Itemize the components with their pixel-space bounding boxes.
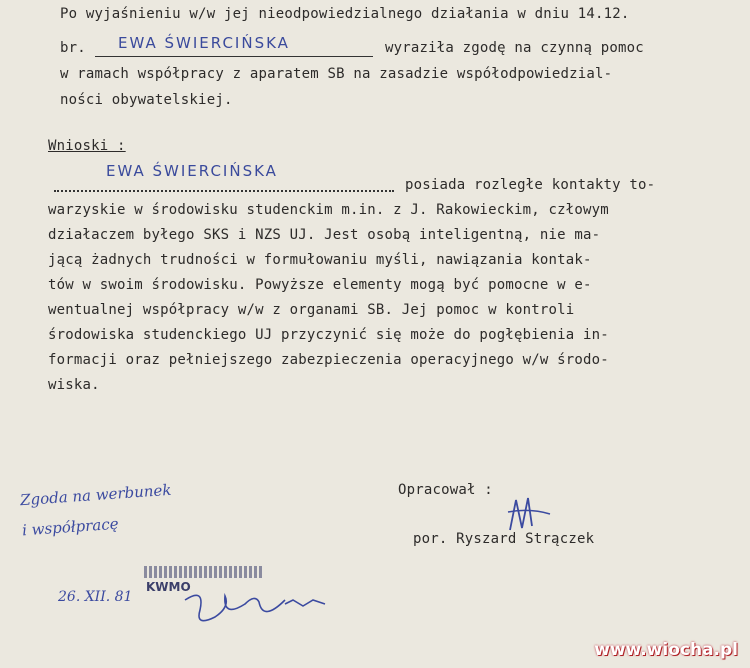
name-blank-line-1 (95, 56, 373, 57)
annotation-line-1: Zgoda na werbunek (19, 480, 172, 510)
conclusions-line-7: środowiska studenckiego UJ przyczynić się może do pogłębienia in- (48, 327, 609, 343)
annotation-line-2: i współpracę (21, 514, 120, 540)
prepared-by-label: Opracował : (398, 482, 493, 498)
conclusions-line-8: formacji oraz pełniejszego zabezpieczenia operacyjnego w/w środo- (48, 352, 609, 368)
conclusions-line-1: posiada rozległe kontakty to- (405, 177, 656, 193)
name-dotted-line-2 (54, 190, 394, 192)
conclusions-line-9: wiska. (48, 377, 100, 393)
paragraph-1-br: br. (60, 40, 86, 56)
annotation-signature-icon (175, 582, 335, 637)
conclusions-line-3: działaczem byłego SKS i NZS UJ. Jest osobą inteligentną, nie ma- (48, 227, 601, 243)
paragraph-1-line-0: Po wyjaśnieniu w/w jej nieodpowiedzialnego działania w dniu 14.12. (60, 6, 630, 22)
watermark: www.wiocha.pl (594, 640, 738, 660)
conclusions-heading: Wnioski : (48, 138, 126, 154)
paragraph-1-line-1: wyraziła zgodę na czynną pomoc (385, 40, 644, 56)
handwritten-name-1: EWA ŚWIERCIŃSKA (118, 34, 290, 52)
conclusions-line-2: warzyskie w środowisku studenckim m.in. z J. Rakowieckim, człowym (48, 202, 609, 218)
handwritten-name-2: EWA ŚWIERCIŃSKA (106, 162, 278, 180)
paragraph-1-line-3: ności obywatelskiej. (60, 92, 233, 108)
conclusions-line-4: jącą żadnych trudności w formułowaniu myśli, nawiązania kontak- (48, 252, 592, 268)
stamp-label: KWMO (146, 580, 191, 594)
author-name: por. Ryszard Strączek (413, 531, 595, 547)
annotation-date: 26. XII. 81 (58, 589, 133, 605)
paragraph-1-line-2: w ramach współpracy z aparatem SB na zasadzie współodpowiedzial- (60, 66, 613, 82)
conclusions-line-5: tów w swoim środowisku. Powyższe elementy mogą być pomocne w e- (48, 277, 592, 293)
conclusions-line-6: wentualnej współpracy w/w z organami SB. Jej pomoc w kontroli (48, 302, 575, 318)
